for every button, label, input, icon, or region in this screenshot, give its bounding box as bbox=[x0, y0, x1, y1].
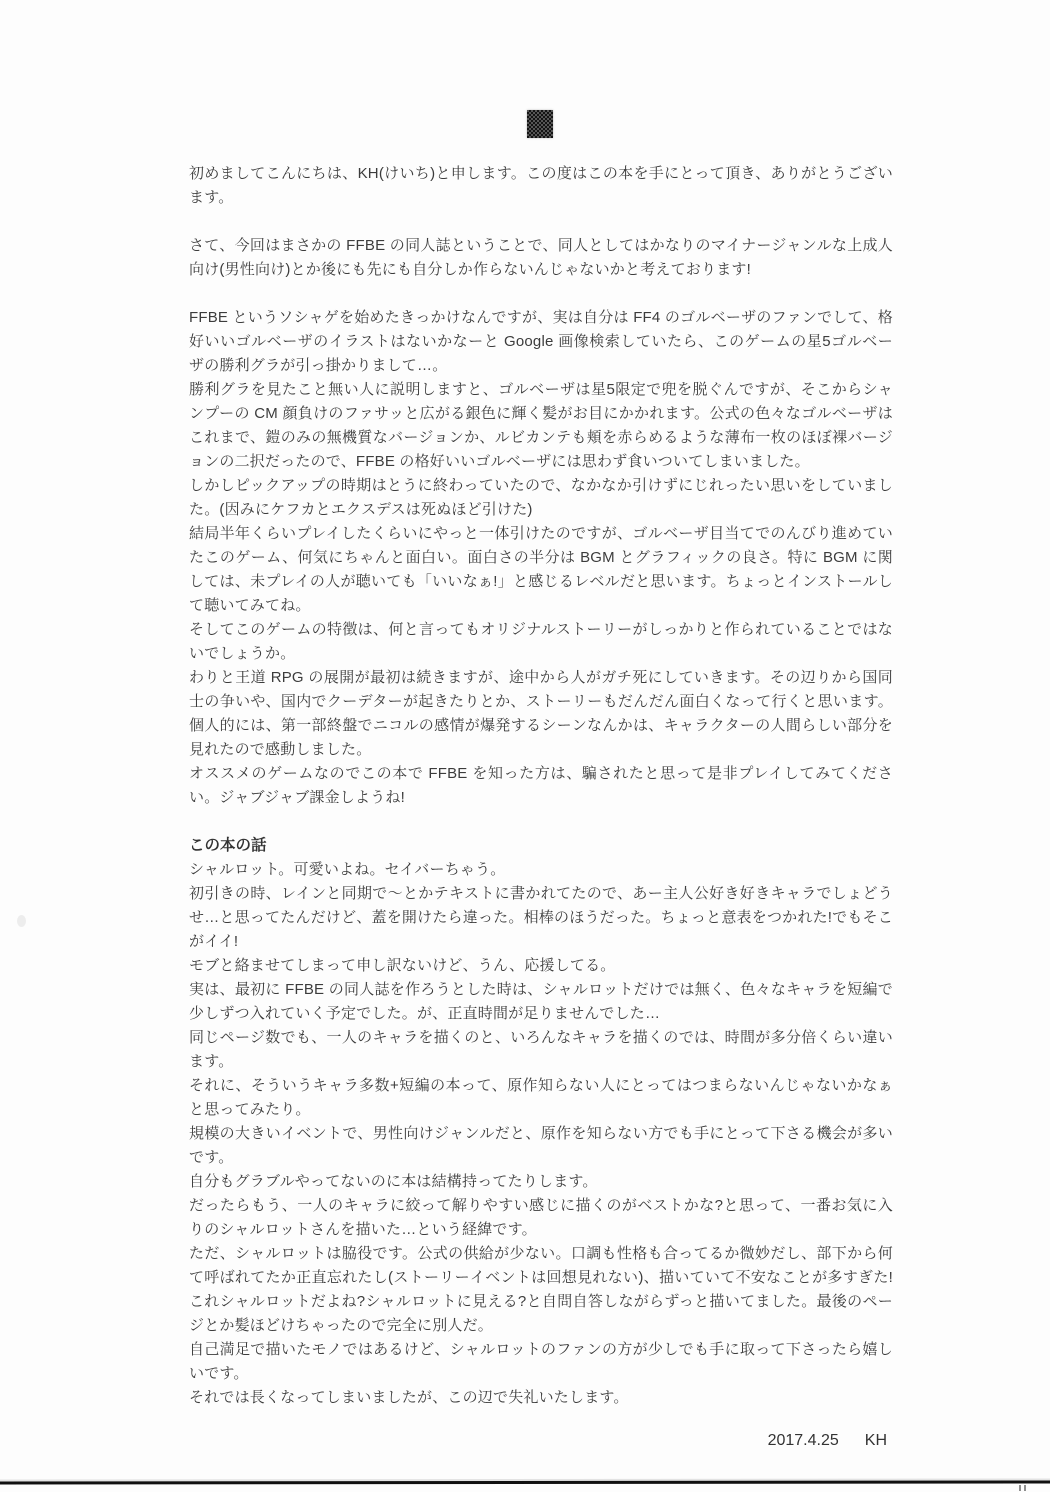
signoff-author: KH bbox=[864, 1432, 887, 1449]
signoff-line bbox=[189, 1432, 893, 1450]
greeting-paragraph: 初めましてこんにちは、KH(けいち)と申します。この度はこの本を手にとって頂き、ありがとうございます。 bbox=[189, 165, 893, 206]
book-paragraph: だったらもう、一人のキャラに絞って解りやすい感じに描くのがベストかな?と思って、一番お気に入りのシャルロットさんを描いた…という経緯です。 bbox=[189, 1197, 893, 1238]
book-paragraph: 初引きの時、レインと同期で〜とかテキストに書かれてたので、あー主人公好き好きキャラでしょどうせ…と思ってたんだけど、蓋を開けたら違った。相棒のほうだった。ちょっと意表をつかれた!でもそこがイイ! bbox=[189, 885, 893, 950]
book-paragraph: 同じページ数でも、一人のキャラを描くのと、いろんなキャラを描くのでは、時間が多分倍くらい違います。 bbox=[189, 1029, 893, 1070]
intro-paragraph: FFBE というソシャゲを始めたきっかけなんですが、実は自分は FF4 のゴルベーザのファンでして、格好いいゴルベーザのイラストはないかなーと Google 画像検索していたら、このゲームの星5ゴルベーザの勝利グラが引っ掛かりまして…。 bbox=[189, 309, 893, 374]
scan-smudge bbox=[17, 915, 26, 927]
afterword-text-block bbox=[189, 162, 893, 1450]
book-paragraph: それでは長くなってしまいましたが、この辺で失礼いたします。 bbox=[189, 1389, 629, 1406]
halftone-square-mark bbox=[527, 110, 553, 138]
book-paragraph: 規模の大きいイベントで、男性向けジャンルだと、原作を知らない方でも手にとって下さる機会が多いです。 bbox=[189, 1125, 893, 1166]
intro-paragraph: さて、今回はまさかの FFBE の同人誌ということで、同人としてはかなりのマイナージャンルな上成人向け(男性向け)とか後にも先にも自分しか作らないんじゃないかと考えております! bbox=[189, 237, 893, 278]
book-paragraph: シャルロット。可愛いよね。セイバーちゃう。 bbox=[189, 861, 506, 878]
intro-paragraph: オススメのゲームなのでこの本で FFBE を知った方は、騙されたと思って是非プレイしてみてください。ジャブジャブ課金しようね! bbox=[189, 765, 893, 806]
book-paragraph: モブと絡ませてしまって申し訳ないけど、うん、応援してる。 bbox=[189, 957, 616, 974]
book-paragraph: 実は、最初に FFBE の同人誌を作ろうとした時は、シャルロットだけでは無く、色々なキャラを短編で少しずつ入れていく予定でした。が、正直時間が足りませんでした… bbox=[189, 981, 893, 1022]
book-paragraph: 自分もグラブルやってないのに本は結構持ってたりします。 bbox=[189, 1173, 598, 1190]
book-paragraph: 自己満足で描いたモノではあるけど、シャルロットのファンの方が少しでも手に取って下さったら嬉しいです。 bbox=[189, 1341, 893, 1382]
page-bottom-scan-edge bbox=[0, 1480, 1050, 1484]
signoff-date: 2017.4.25 bbox=[767, 1432, 839, 1449]
intro-paragraph: 勝利グラを見たこと無い人に説明しますと、ゴルベーザは星5限定で兜を脱ぐんですが、そこからシャンプーの CM 顔負けのファサッと広がる銀色に輝く髪がお目にかかれます。公式の色々なゴルベーザはこれまで、鎧のみの無機質なバージョンか、ルビカンテも頬を赤らめるような薄布一枚のほぼ裸バージョンの二択だったので、FFBE の格好いいゴルベーザには思わず食いついてしまいました。 bbox=[189, 381, 893, 470]
book-paragraph: ただ、シャルロットは脇役です。公式の供給が少ない。口調も性格も合ってるか微妙だし、部下から何て呼ばれてたか正直忘れたし(ストーリーイベントは回想見れない)、描いていて不安なことが多すぎた!これシャルロットだよね?シャルロットに見える?と自問自答しながらずっと描いてました。最後のページとか髪ほどけちゃったので完全に別人だ。 bbox=[189, 1245, 893, 1334]
intro-paragraph: わりと王道 RPG の展開が最初は続きますが、途中から人がガチ死にしていきます。その辺りから国同士の争いや、国内でクーデターが起きたりとか、ストーリーもだんだん面白くなって行くと思います。個人的には、第一部終盤でニコルの感情が爆発するシーンなんかは、キャラクターの人間らしい部分を見れたので感動しました。 bbox=[189, 669, 893, 758]
page-number-remnant bbox=[1019, 1485, 1026, 1491]
intro-paragraph: 結局半年くらいプレイしたくらいにやっと一体引けたのですが、ゴルベーザ目当てでのんびり進めていたこのゲーム、何気にちゃんと面白い。面白さの半分は BGM とグラフィックの良さ。特に BGM に関しては、未プレイの人が聴いても「いいなぁ!」と感じるレベルだと思います。ちょっとインストールして聴いてみてね。 bbox=[189, 525, 893, 614]
intro-paragraph: しかしピックアップの時期はとうに終わっていたので、なかなか引けずにじれったい思いをしていました。(因みにケフカとエクスデスは死ぬほど引けた) bbox=[189, 477, 893, 518]
book-paragraph: それに、そういうキャラ多数+短編の本って、原作知らない人にとってはつまらないんじゃないかなぁと思ってみたり。 bbox=[189, 1077, 893, 1118]
section-heading: この本の話 bbox=[189, 837, 267, 854]
intro-paragraph: そしてこのゲームの特徴は、何と言ってもオリジナルストーリーがしっかりと作られていることではないでしょうか。 bbox=[189, 621, 893, 662]
